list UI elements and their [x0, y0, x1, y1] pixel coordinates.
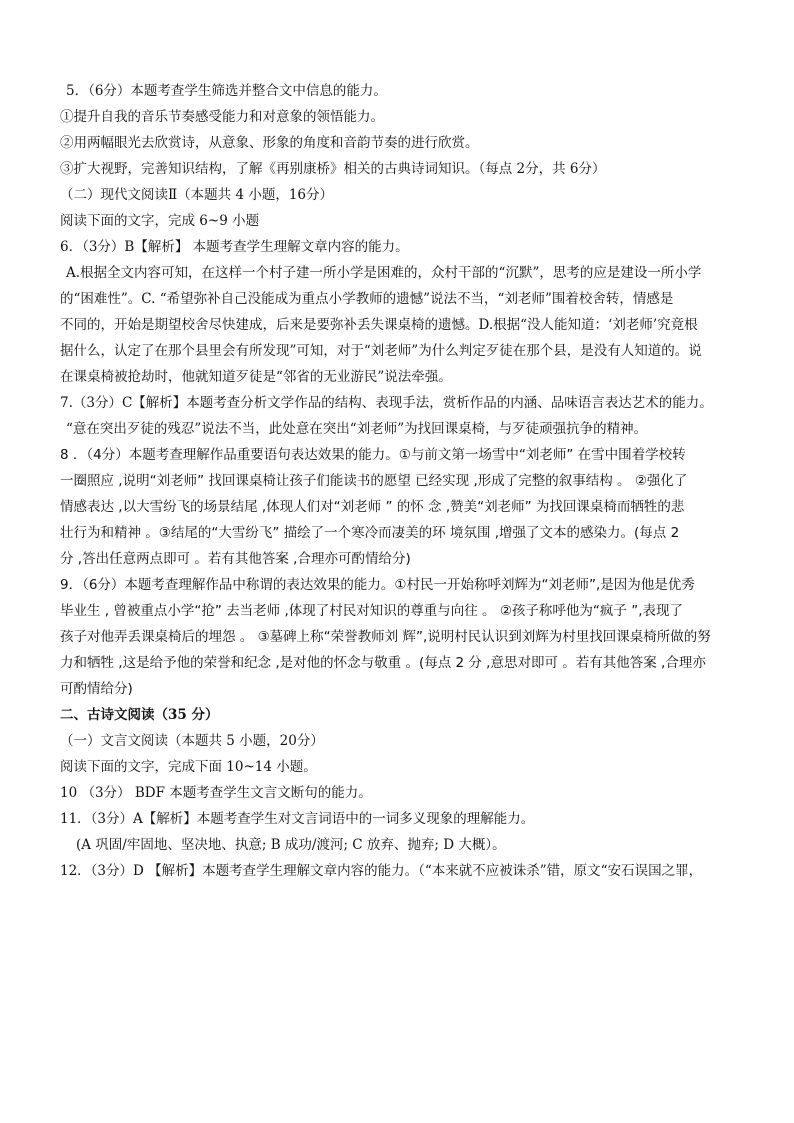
answer-8 [60, 442, 764, 572]
answer-7-explanation: “意在突出歹徒的残忍”说法不当，此处意在突出“刘老师”为找回课桌椅，与歹徒顽强抗争的精神。 [66, 421, 648, 437]
answer-8-line-3: 情感表达 ,以大雪纷飞的场景结尾 ,体现人们对“刘老师 ” 的怀 念 ,赞美“刘老师” 为找回课桌椅而牺牲的悲 [60, 499, 685, 515]
answer-9-line-5: 可酌情给分) [60, 681, 133, 697]
answer-6-explanation [60, 260, 764, 390]
answer-8-line-5: 分 ,答出任意两点即可 。若有其他答案 ,合理亦可酌情给分) [60, 551, 411, 567]
answer-8-line-2: 一圈照应 ,说明“刘老师” 找回课桌椅让孩子们能读书的愿望 已经实现 ,形成了完整的叙事结构 。 ②强化了 [60, 473, 688, 489]
answer-5-point-2: ②用两幅眼光去欣赏诗，从意象、形象的角度和音韵节奏的进行欣赏。 [60, 135, 479, 151]
answer-6-heading: 6．（3分）B【解析】 本题考查学生理解文章内容的能力。 [60, 239, 409, 255]
answer-6-line-5: 在课桌椅被抢劫时，他就知道歹徒是“邻省的无业游民”说法牵强。 [60, 369, 452, 385]
answer-5-point-1: ①提升自我的音乐节奏感受能力和对意象的领悟能力。 [60, 109, 384, 125]
answer-11-explanation: (A 巩固/牢固地、坚决地、执意; B 成功/渡河; C 放弃、抛弃; D 大概）。 [76, 837, 506, 853]
answer-10: 10 （3分） BDF 本题考查学生文言文断句的能力。 [60, 785, 372, 801]
subsection-classical-prose-heading: （一）文言文阅读（本题共 5 小题，20分） [60, 733, 324, 749]
reading-instruction-6-9: 阅读下面的文字，完成 6~9 小题 [60, 213, 260, 229]
answer-9 [60, 572, 764, 702]
answer-8-line-1: 8 ．（4分）本题考查理解作品重要语句表达效果的能力。①与前文第一场雪中“刘老师” 在雪中围着学校转 [60, 447, 686, 463]
answer-8-line-4: 壮行为和精神 。③结尾的“大雪纷飞” 描绘了一个寒冷而凄美的环 境氛围 ,增强了文本的感染力。(每点 2 [60, 525, 680, 541]
answer-6-line-1: A.根据全文内容可知，在这样一个村子建一所小学是困难的，众村干部的“沉默”，思考的应是建设一所小学 [66, 265, 702, 281]
answer-6-line-2: 的“困难性”。C. “希望弥补自己没能成为重点小学教师的遗憾”说法不当，“刘老师”围着校舍转，情感是 [60, 291, 674, 307]
answer-9-line-3: 孩子对他弄丢课桌椅后的埋怨 。 ③墓碑上称“荣誉教师刘 辉”,说明村民认识到刘辉为村里找回课桌椅所做的努 [60, 629, 711, 645]
answer-9-line-4: 力和牺牲 ,这是给予他的荣誉和纪念 ,是对他的怀念与敬重 。(每点 2 分 ,意思对即可 。若有其他答案 ,合理亦 [60, 655, 706, 671]
answer-12-heading: 12．（3分）D 【解析】本题考查学生理解文章内容的能力。（“本来就不应被诛杀”错，原文“安石误国之罪， [60, 863, 703, 879]
section-classical-reading-heading: 二、古诗文阅读（35 分） [60, 707, 219, 723]
answer-5-point-3: ③扩大视野，完善知识结构，了解《再别康桥》相关的古典诗词知识。（每点 2分，共 6分） [60, 161, 606, 177]
answer-7-heading: 7.（3分）C【解析】本题考查分析文学作品的结构、表现手法，赏析作品的内涵、品味语言表达艺术的能力。 [60, 395, 713, 411]
answer-9-line-1: 9．（6分）本题考查理解作品中称谓的表达效果的能力。①村民一开始称呼刘辉为“刘老师”,是因为他是优秀 [60, 577, 695, 593]
reading-instruction-10-14: 阅读下面的文字，完成下面 10~14 小题。 [60, 759, 317, 775]
section-modern-reading-2-heading: （二）现代文阅读Ⅱ（本题共 4 小题，16分） [60, 187, 334, 203]
answer-5-heading: 5．（6分）本题考查学生筛选并整合文中信息的能力。 [66, 83, 387, 99]
answer-6-line-4: 据什么，认定了在那个县里会有所发现”可知，对于“刘老师”为什么判定歹徒在那个县，是没有人知道的。说 [60, 343, 702, 359]
answer-11-heading: 11．（3分）A【解析】本题考查学生对文言词语中的一词多义现象的理解能力。 [60, 811, 535, 827]
answer-6-line-3: 不同的，开始是期望校舍尽快建成，后来是要弥补丢失课桌椅的遗憾。D.根据“没人能知道：‘刘老师’究竟根 [60, 317, 698, 333]
answer-9-line-2: 毕业生 , 曾被重点小学“抢” 去当老师 ,体现了村民对知识的尊重与向往 。 ②孩子称呼他为“疯子 ”,表现了 [60, 603, 683, 619]
